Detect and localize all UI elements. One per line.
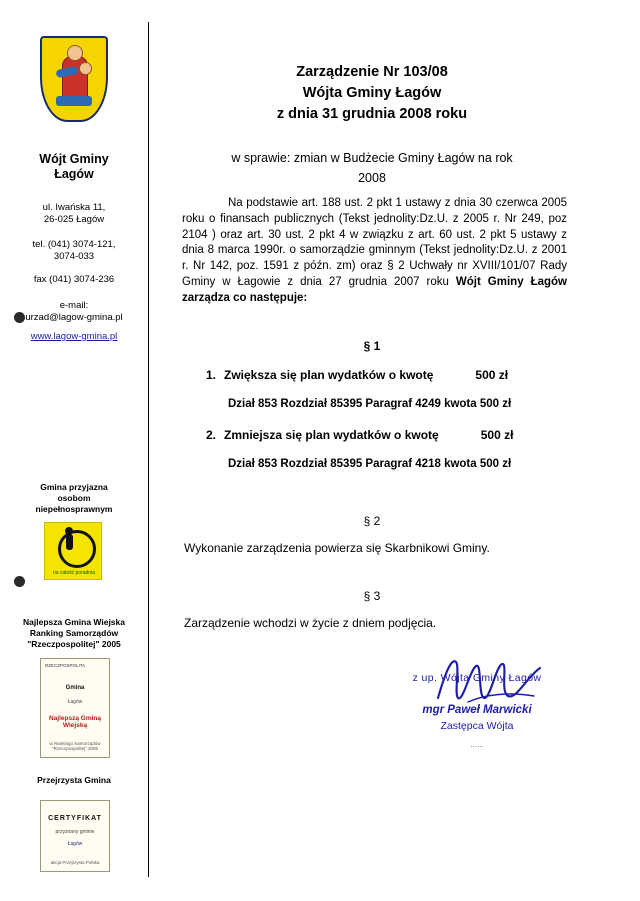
- award2-line3: "Rzeczpospolitej" 2005: [27, 639, 121, 649]
- paragraph-1-label: § 1: [363, 339, 381, 353]
- award-caption-best-rural-commune: [0, 617, 148, 650]
- signature-role: Zastępca Wójta: [440, 720, 514, 732]
- certificate-thumbnail-transparent: [40, 800, 110, 872]
- cert2-title: CERTYFIKAT: [48, 815, 102, 822]
- award3-line1: Przejrzysta Gmina: [37, 775, 111, 785]
- cert1-sub: Łagów: [67, 699, 83, 705]
- email-label: e-mail:: [59, 300, 89, 311]
- list-item: [206, 428, 513, 442]
- letterhead-title: [0, 152, 148, 182]
- signature-stamp-marks: ......: [470, 740, 484, 749]
- letterhead-title-line2: Łagów: [54, 167, 94, 181]
- subject-line-1: w sprawie: zmian w Budżecie Gminy Łagów na rok: [231, 151, 513, 165]
- title-line-2: Wójta Gminy Łagów: [302, 85, 442, 101]
- letterhead-address: [0, 202, 148, 226]
- fax-line: fax (041) 3074-236: [33, 274, 115, 285]
- item-2-amount: 500 zł: [480, 428, 514, 442]
- title-line-1: Zarządzenie Nr 103/08: [296, 64, 448, 80]
- item-2-text: Zmniejsza się plan wydatków o kwotę: [224, 428, 439, 442]
- subject-line-2: 2008: [358, 171, 386, 185]
- address-line-2: 26-025 Łagów: [43, 214, 105, 225]
- document-subject: [172, 148, 572, 188]
- punch-hole-icon: [14, 576, 25, 587]
- cert1-header: RZECZPOSPOLITA: [45, 663, 86, 668]
- preamble-text: Na podstawie art. 188 ust. 2 pkt 1 ustawy z dnia 30 czerwca 2005 roku o finansach publicznych (Tekst jednolity:Dz.U. z 2005 r. Nr 249, poz 2104 ) oraz art. 30 ust. 2 pkt 4 w związku z art. 60 ust. 2 pkt 5 ustawy z dnia 8 marca 1990r. o samorządzie gminnym (Tekst jednolity:Dz.U. z 2001 r. Nr 142, poz. 1591 z późn. zm) oraz § 2 Uchwały nr XVIII/101/07 Rady Gminy w Łagowie z dnia 27 grudnia 2007 roku: [182, 197, 567, 288]
- vertical-divider: [148, 22, 149, 877]
- cert1-title: Gmina: [65, 685, 85, 691]
- paragraph-3-text: Zarządzenie wchodzi w życie z dniem podjęcia.: [184, 616, 437, 630]
- signature-prefix: z up. Wójta Gminy Łagów: [412, 672, 542, 684]
- award-caption-disabled-friendly: [0, 482, 148, 515]
- document-title: [172, 62, 572, 125]
- coat-of-arms-icon: [40, 36, 108, 122]
- item-2-number: 2.: [206, 428, 217, 442]
- item-1-amount: 500 zł: [475, 368, 509, 382]
- legal-basis-paragraph: [182, 196, 567, 307]
- address-line-1: ul. Iwańska 11,: [42, 202, 106, 213]
- paragraph-2-label: § 2: [363, 514, 381, 528]
- tel-line-2: 3074-033: [53, 251, 95, 262]
- wheelchair-badge-icon: [44, 522, 102, 580]
- item-1-number: 1.: [206, 368, 217, 382]
- cert2-sub: przyznany gminie: [55, 829, 95, 835]
- cert1-foot: w Rankingu Samorządów "Rzeczpospolitej" 2005: [49, 741, 101, 751]
- cert1-red: Najlepszą Gminą Wiejską: [48, 715, 102, 729]
- document-body: [172, 0, 612, 901]
- letterhead-title-line1: Wójt Gminy: [39, 152, 109, 166]
- certificate-thumbnail-ranking: [40, 658, 110, 758]
- award1-line1: Gmina przyjazna: [40, 482, 108, 492]
- cert2-foot: akcja Przejrzysta Polska: [50, 860, 100, 865]
- item-1-detail: Dział 853 Rozdział 85395 Paragraf 4249 kwota 500 zł: [228, 398, 512, 410]
- award2-line2: Ranking Samorządów: [29, 628, 119, 638]
- punch-hole-icon: [14, 312, 25, 323]
- award2-line1: Najlepsza Gmina Wiejska: [23, 617, 125, 627]
- tel-line-1: tel. (041) 3074-121,: [32, 239, 116, 250]
- paragraph-2-text: Wykonanie zarządzenia powierza się Skarbnikowi Gminy.: [184, 541, 490, 555]
- letterhead-telephone: [0, 239, 148, 263]
- letterhead-column: [0, 0, 148, 901]
- signature-name: mgr Paweł Marwicki: [422, 704, 532, 716]
- letterhead-fax: [0, 274, 148, 286]
- signature-block: [372, 672, 582, 749]
- website-link[interactable]: www.lagow-gmina.pl: [30, 331, 118, 342]
- paragraph-3-label: § 3: [363, 589, 381, 603]
- email-address: urzad@lagow-gmina.pl: [25, 312, 123, 323]
- award1-line3: niepełnosprawnym: [35, 504, 113, 514]
- preamble-bold-text: Wójt Gminy Łagów zarządza co następuje:: [182, 275, 567, 304]
- letterhead-website[interactable]: [0, 331, 148, 343]
- award1-line2: osobom: [57, 493, 91, 503]
- award-caption-transparent-commune: [0, 775, 148, 786]
- badge-caption: na całość poradnia: [53, 570, 95, 576]
- cert2-red: Łagów: [67, 841, 83, 847]
- title-line-3: z dnia 31 grudnia 2008 roku: [276, 106, 468, 122]
- list-item: [206, 368, 508, 382]
- item-2-detail: Dział 853 Rozdział 85395 Paragraf 4218 kwota 500 zł: [228, 458, 512, 470]
- item-1-text: Zwiększa się plan wydatków o kwotę: [224, 368, 434, 382]
